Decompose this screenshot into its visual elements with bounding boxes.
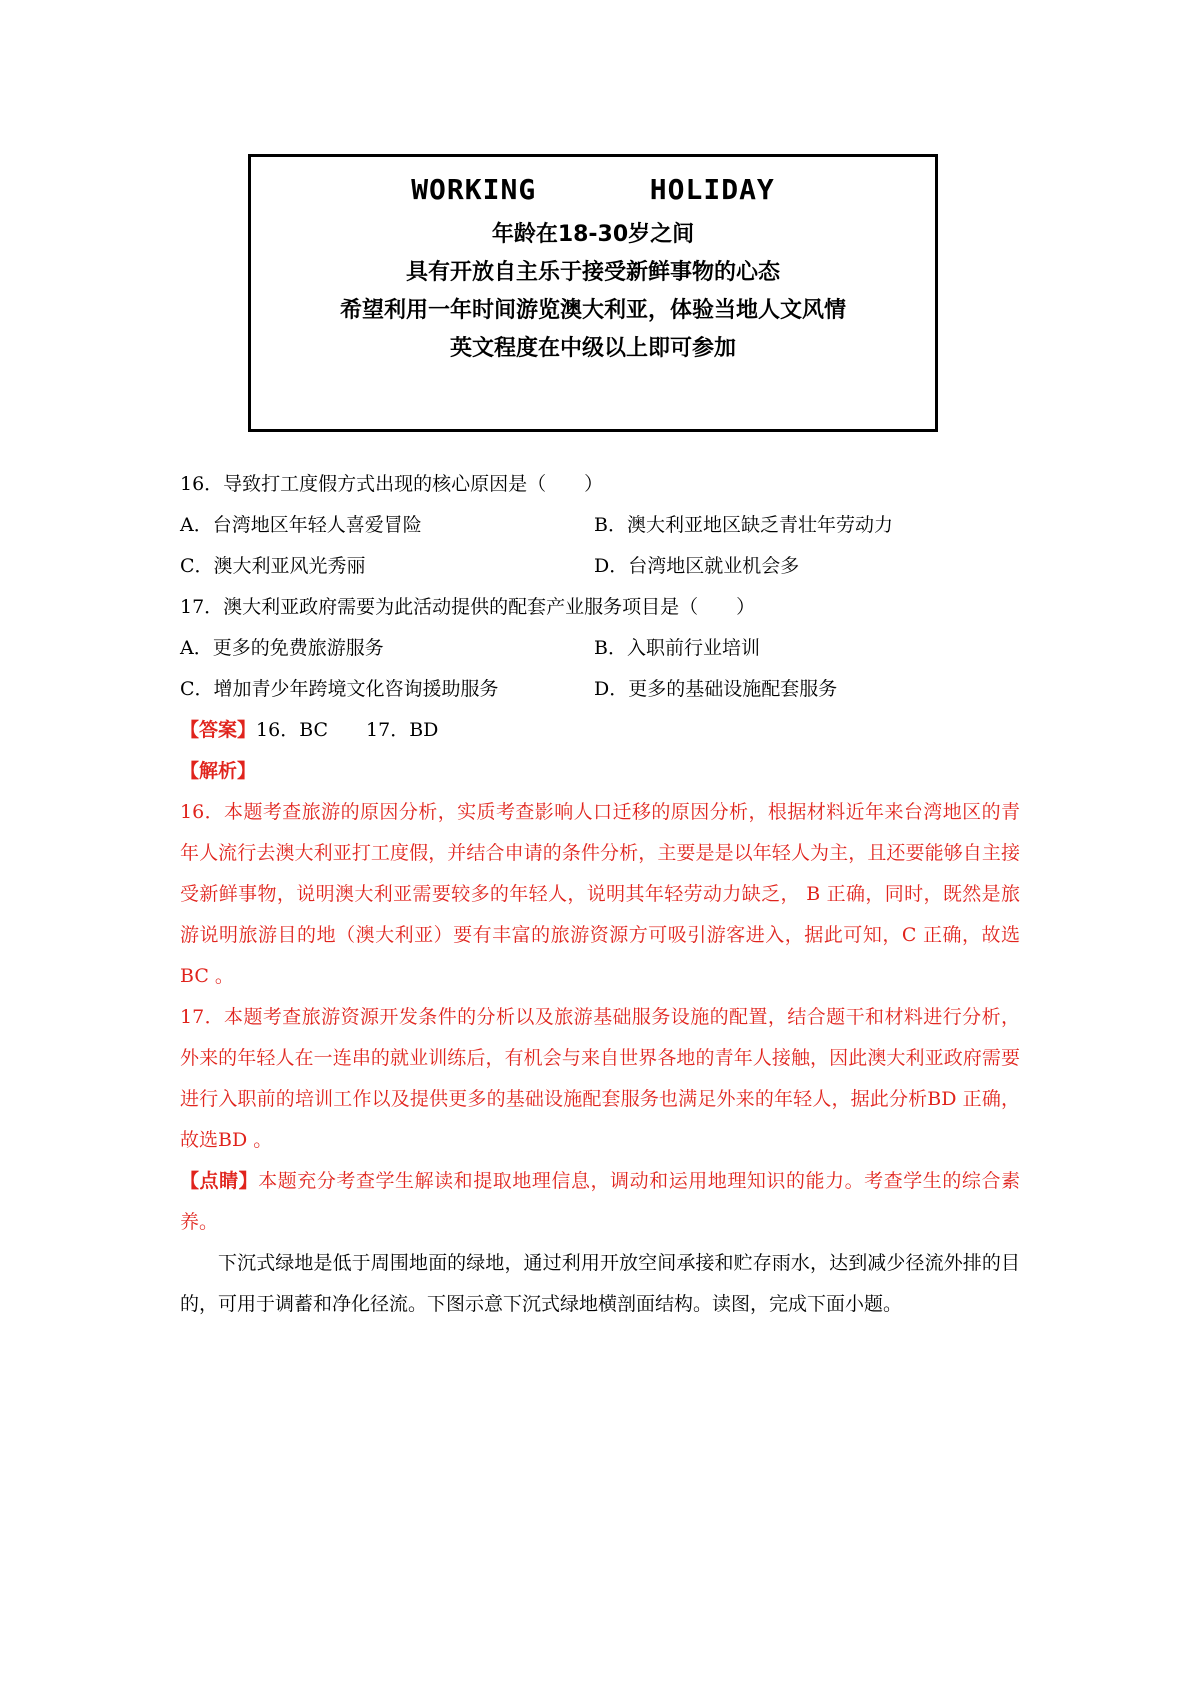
poster-title: WORKING HOLIDAY — [411, 173, 775, 206]
poster-line-attitude: 具有开放自主乐于接受新鲜事物的心态 — [405, 260, 780, 285]
question-17-option-c: C．增加青少年跨境文化咨询援助服务 — [180, 678, 499, 700]
question-17-options-row1 — [180, 628, 1020, 669]
question-17-option-d: D．更多的基础设施配套服务 — [594, 678, 838, 700]
working-holiday-poster — [248, 154, 938, 432]
analysis-17: 17．本题考查旅游资源开发条件的分析以及旅游基础服务设施的配置，结合题干和材料进行分析， 外来的年轻人在一连串的就业训练后，有机会与来自世界各地的青年人接触，因此澳大利亚政府需要进行入职前的培训工作以及提供更多的基础设施配套服务也满足外来的年轻人，据此分析BD 正确，故选BD 。 — [180, 1006, 1020, 1151]
answer-tag: 【答案】 — [180, 719, 257, 741]
question-17-option-b: B．入职前行业培训 — [594, 637, 760, 659]
poster-line-english: 英文程度在中级以上即可参加 — [449, 336, 736, 361]
question-17-option-a: A．更多的免费旅游服务 — [180, 637, 384, 659]
question-16-options-row1 — [180, 505, 1020, 546]
questions-block — [180, 464, 1020, 1325]
question-16-stem: 16．导致打工度假方式出现的核心原因是（ ） — [180, 473, 604, 495]
analysis-16: 16．本题考查旅游的原因分析，实质考查影响人口迁移的原因分析，根据材料近年来台湾地区的青年人流行去澳大利亚打工度假，并结合申请的条件分析，主要是是以年轻人为主，且还要能够自主接受新鲜事物，说明澳大利亚需要较多的年轻人，说明其年轻劳动力缺乏， B 正确，同时，既然是旅游说明旅游目的地（澳大利亚）要有丰富的旅游资源方可吸引游客进入，据此可知，C 正确，故选BC 。 — [180, 801, 1020, 987]
question-17-stem: 17．澳大利亚政府需要为此活动提供的配套产业服务项目是（ ） — [180, 596, 756, 618]
analysis-heading — [180, 751, 1020, 792]
tip-paragraph — [180, 1161, 1020, 1243]
question-17-options-row2 — [180, 669, 1020, 710]
question-16-option-b: B．澳大利亚地区缺乏青壮年劳动力 — [594, 514, 893, 536]
answer-line — [180, 710, 1020, 751]
question-16-option-a: A．台湾地区年轻人喜爱冒险 — [180, 514, 422, 536]
intro-paragraph: 下沉式绿地是低于周围地面的绿地，通过利用开放空间承接和贮存雨水，达到减少径流外排的目的，可用于调蓄和净化径流。下图示意下沉式绿地横剖面结构。读图，完成下面小题。 — [180, 1252, 1020, 1315]
question-16-options-row2 — [180, 546, 1020, 587]
answer-text: 16．BC 17．BD — [256, 719, 439, 741]
tip-tag: 【点睛】 — [180, 1170, 259, 1192]
analysis-tag: 【解析】 — [180, 760, 257, 782]
poster-line-travel: 希望利用一年时间游览澳大利亚，体验当地人文风情 — [339, 298, 846, 323]
tip-text: 本题充分考查学生解读和提取地理信息，调动和运用地理知识的能力。考查学生的综合素养。 — [180, 1170, 1020, 1233]
poster-line-age: 年龄在18-30岁之间 — [491, 222, 695, 247]
question-16-option-c: C．澳大利亚风光秀丽 — [180, 555, 366, 577]
question-16-option-d: D．台湾地区就业机会多 — [594, 555, 800, 577]
